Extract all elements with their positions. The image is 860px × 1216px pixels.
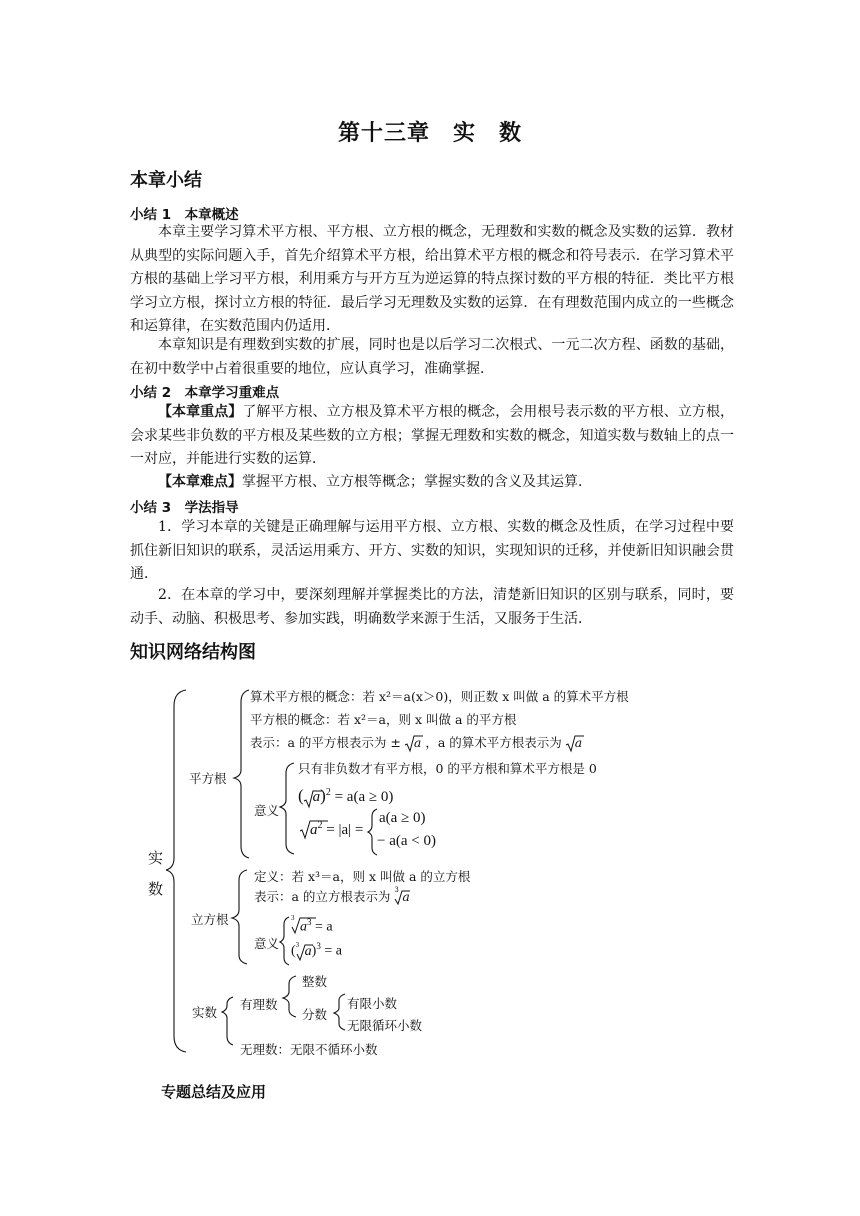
difficulties-label: 【本章难点】	[158, 474, 242, 490]
real-brace	[222, 997, 233, 1045]
sqrt-brace	[234, 690, 249, 858]
piecewise-brace	[368, 809, 377, 855]
cbrt-meaning-1: 3 $a^3 = a$	[291, 914, 333, 935]
section2-heading: 小结 2 本章学习重难点	[130, 385, 280, 401]
radical-icon	[405, 736, 415, 752]
cbrt-label: 立方根	[191, 912, 229, 927]
rational-label: 有理数	[240, 997, 278, 1012]
cbrt-meaning-2: ( 3 a)$^3$ = a	[291, 940, 342, 959]
sqrt-a-symbol: a	[304, 789, 321, 806]
cbrt-meaning-label: 意义	[254, 936, 280, 951]
real-label: 实数	[192, 1005, 218, 1020]
piecewise-case-1: a(a ≥ 0)	[379, 810, 426, 826]
page-title: 第十三章 实 数	[337, 121, 522, 146]
sqrt-representation: 表示：a 的平方根表示为 ± a ，a 的算术平方根表示为 a	[250, 735, 583, 750]
sqrt-meaning-label: 意义	[254, 803, 280, 818]
arith-sqrt-definition: 算术平方根的概念：若 x²＝a(x＞0)，则正数 x 叫做 a 的算术平方根	[250, 689, 629, 704]
sqrt-a-symbol: a	[405, 735, 421, 750]
arith-sqrt-a-symbol: a	[566, 735, 582, 750]
cbrt-a-symbol: 3 a	[295, 940, 312, 959]
cbrt-a-symbol: 3 a	[394, 886, 410, 904]
section1-paragraph1: 本章主要学习算术平方根、平方根、立方根的概念，无理数和实数的概念及实数的运算．教材从典型的实际问题入手，首先介绍算术平方根，给出算术平方根的概念和符号表示．在学习算术平方根的基础上学习平方根，利用乘方与开方互为逆运算的特点探讨数的平方根的特征．类比平方根学习立方根，探讨立方根的特征．最后学习无理数及实数的运算．在有理数范围内成立的一些概念和运算律，在实数范围内仍适用．	[130, 224, 734, 334]
key-points-label: 【本章重点】	[158, 404, 243, 420]
radical-icon	[304, 791, 314, 808]
fraction-brace	[334, 994, 345, 1030]
section3-paragraph2: 2．在本章的学习中，要深刻理解并掌握类比的方法，清楚新旧知识的区别与联系，同时，要动手、动脑、积极思考、参加实践，明确数学来源于生活，又服务于生活．	[130, 587, 734, 627]
section1-paragraph2: 本章知识是有理数到实数的扩展，同时也是以后学习二次根式、一元二次方程、函数的基础，在初中数学中占着很重要的地位，应认真学习，准确掌握．	[130, 337, 734, 377]
radical-icon	[291, 918, 300, 934]
radical-icon	[566, 736, 576, 752]
cbrt-definition: 定义：若 x³＝a，则 x 叫做 a 的立方根	[254, 869, 471, 884]
piecewise-case-2: − a(a < 0)	[377, 833, 436, 849]
integer-label: 整数	[302, 974, 328, 989]
network-heading: 知识网络结构图	[130, 642, 256, 663]
sqrt-definition: 平方根的概念：若 x²＝a，则 x 叫做 a 的平方根	[250, 712, 517, 727]
cbrt-representation: 表示：a 的立方根表示为 3 a	[254, 886, 410, 904]
cbrt-brace	[232, 870, 247, 964]
rational-brace	[283, 976, 296, 1017]
plus-minus: ±	[390, 735, 401, 750]
key-points-text: 了解平方根、立方根及算术平方根的概念，会用根号表示数的平方根、立方根，会求某些非负数的平方根及某些数的立方根；掌握无理数和实数的概念，知道实数与数轴上的点一一对应，并能进行实数的运算．	[130, 404, 735, 467]
fraction-label: 分数	[302, 1007, 328, 1022]
finite-decimal-label: 有限小数	[347, 996, 398, 1011]
cbrt-meaning-brace	[280, 917, 289, 965]
cbrt-a-cubed-symbol: 3 $a^3$	[291, 917, 312, 936]
section3-paragraph1: 1．学习本章的关键是正确理解与运用平方根、立方根、实数的概念及性质，在学习过程中要抓住新旧知识的联系，灵活运用乘方、开方、实数的知识，实现知识的迁移，并使新旧知识融会贯通．	[130, 519, 734, 582]
radical-icon	[394, 891, 402, 905]
radical-icon	[296, 945, 305, 961]
difficulties-text: 掌握平方根、立方根等概念；掌握实数的含义及其运算．	[242, 474, 592, 490]
sqrt-a-squared-symbol: $a^2$	[300, 820, 323, 839]
irrational-label: 无理数：无限不循环小数	[240, 1042, 378, 1057]
sqrt-meaning-2: ( a)$^2$ = a(a ≥ 0)	[298, 786, 393, 806]
sqrt-meaning-1: 只有非负数才有平方根，0 的平方根和算术平方根是 0	[298, 761, 597, 776]
root-brace	[166, 690, 186, 1052]
repeating-decimal-label: 无限循环小数	[347, 1018, 423, 1033]
sqrt-label: 平方根	[189, 771, 227, 786]
root-label-2: 数	[148, 880, 164, 898]
section3-heading: 小结 3 学法指导	[130, 500, 239, 516]
sqrt-meaning-brace	[280, 763, 294, 854]
section1-heading: 小结 1 本章概述	[130, 207, 239, 223]
radical-icon	[300, 821, 310, 839]
topic-heading: 专题总结及应用	[161, 1083, 267, 1101]
root-label-1: 实	[148, 849, 164, 867]
summary-heading: 本章小结	[130, 170, 202, 191]
sqrt-meaning-3: $a^2 = |a|$ =	[300, 820, 363, 839]
